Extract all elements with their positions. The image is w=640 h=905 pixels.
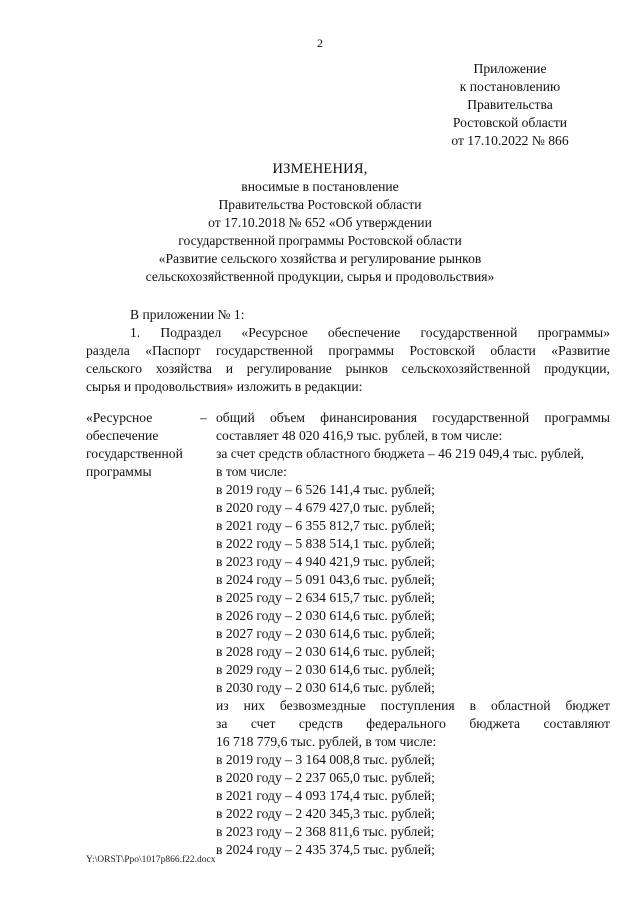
federal-year-line: в 2020 году – 2 237 065,0 тыс. рублей;	[216, 770, 435, 785]
regional-year-line: в 2019 году – 6 526 141,4 тыс. рублей;	[216, 482, 435, 497]
approval-line: Правительства	[467, 97, 553, 112]
document-heading	[80, 160, 560, 286]
federal-year-line: в 2022 году – 2 420 345,3 тыс. рублей;	[216, 806, 435, 821]
resource-dash: –	[200, 410, 207, 425]
appendix-line: В приложении № 1:	[130, 307, 245, 322]
regional-year-line: в 2025 году – 2 634 615,7 тыс. рублей;	[216, 590, 435, 605]
federal-line: из них безвозмездные поступления в областной бюджет	[216, 698, 610, 713]
regional-year-line: в 2023 году – 4 940 421,9 тыс. рублей;	[216, 554, 435, 569]
intro-paragraph	[86, 306, 610, 396]
document-title: ИЗМЕНЕНИЯ,	[272, 161, 368, 177]
heading-line: «Развитие сельского хозяйства и регулирование рынков	[158, 251, 482, 266]
resource-label-line: программы	[86, 464, 152, 479]
approval-line: к постановлению	[459, 79, 561, 94]
federal-year-line: в 2021 году – 4 093 174,4 тыс. рублей;	[216, 788, 435, 803]
resource-body	[216, 409, 610, 859]
regional-year-line: в 2024 году – 5 091 043,6 тыс. рублей;	[216, 572, 435, 587]
regional-year-line: в 2030 году – 2 030 614,6 тыс. рублей;	[216, 680, 435, 695]
approval-line: Приложение	[473, 61, 547, 76]
regional-year-line: в 2028 году – 2 030 614,6 тыс. рублей;	[216, 644, 435, 659]
heading-line: сельскохозяйственной продукции, сырья и продовольствия»	[145, 269, 495, 284]
total-line: составляет 48 020 416,9 тыс. рублей, в том числе:	[216, 428, 503, 443]
resource-label-line: обеспечение	[86, 428, 159, 443]
heading-line: вносимые в постановление	[241, 179, 399, 194]
heading-line: государственной программы Ростовской области	[178, 233, 462, 248]
item-line: 1. Подраздел «Ресурсное обеспечение государственной программы»	[130, 325, 610, 340]
heading-line: Правительства Ростовской области	[218, 197, 422, 212]
regional-year-line: в 2027 году – 2 030 614,6 тыс. рублей;	[216, 626, 435, 641]
item-line: раздела «Паспорт государственной программы Ростовской области «Развитие	[86, 343, 610, 358]
total-line: общий объем финансирования государственной программы	[216, 410, 610, 425]
approval-block	[420, 60, 600, 150]
federal-line: 16 718 779,6 тыс. рублей, в том числе:	[216, 734, 437, 749]
resource-label-line: государственной	[86, 446, 183, 461]
regional-year-line: в 2022 году – 5 838 514,1 тыс. рублей;	[216, 536, 435, 551]
resource-label	[86, 409, 198, 481]
regional-year-line: в 2026 году – 2 030 614,6 тыс. рублей;	[216, 608, 435, 623]
resource-label-line: «Ресурсное	[86, 410, 153, 425]
approval-line: Ростовской области	[452, 115, 568, 130]
regional-year-line: в 2021 году – 6 355 812,7 тыс. рублей;	[216, 518, 435, 533]
federal-year-line: в 2023 году – 2 368 811,6 тыс. рублей;	[216, 824, 435, 839]
regional-year-line: в 2029 году – 2 030 614,6 тыс. рублей;	[216, 662, 435, 677]
item-line: сырья и продовольствия» изложить в редакции:	[86, 379, 363, 394]
regional-line: за счет средств областного бюджета – 46 219 049,4 тыс. рублей,	[216, 446, 585, 461]
federal-year-line: в 2024 году – 2 435 374,5 тыс. рублей;	[216, 842, 435, 857]
heading-line: от 17.10.2018 № 652 «Об утверждении	[208, 215, 432, 230]
regional-year-line: в 2020 году – 4 679 427,0 тыс. рублей;	[216, 500, 435, 515]
approval-line: от 17.10.2022 № 866	[451, 133, 569, 148]
federal-year-line: в 2019 году – 3 164 008,8 тыс. рублей;	[216, 752, 435, 767]
page-number: 2	[317, 36, 323, 50]
file-path-footer: Y:\ORST\Ppo\1017p866.f22.docx	[86, 855, 216, 865]
regional-line: в том числе:	[216, 464, 287, 479]
item-line: сельского хозяйства и регулирование рынков сельскохозяйственной продукции,	[86, 361, 610, 376]
federal-line: за счет средств федерального бюджета составляют	[216, 716, 610, 731]
